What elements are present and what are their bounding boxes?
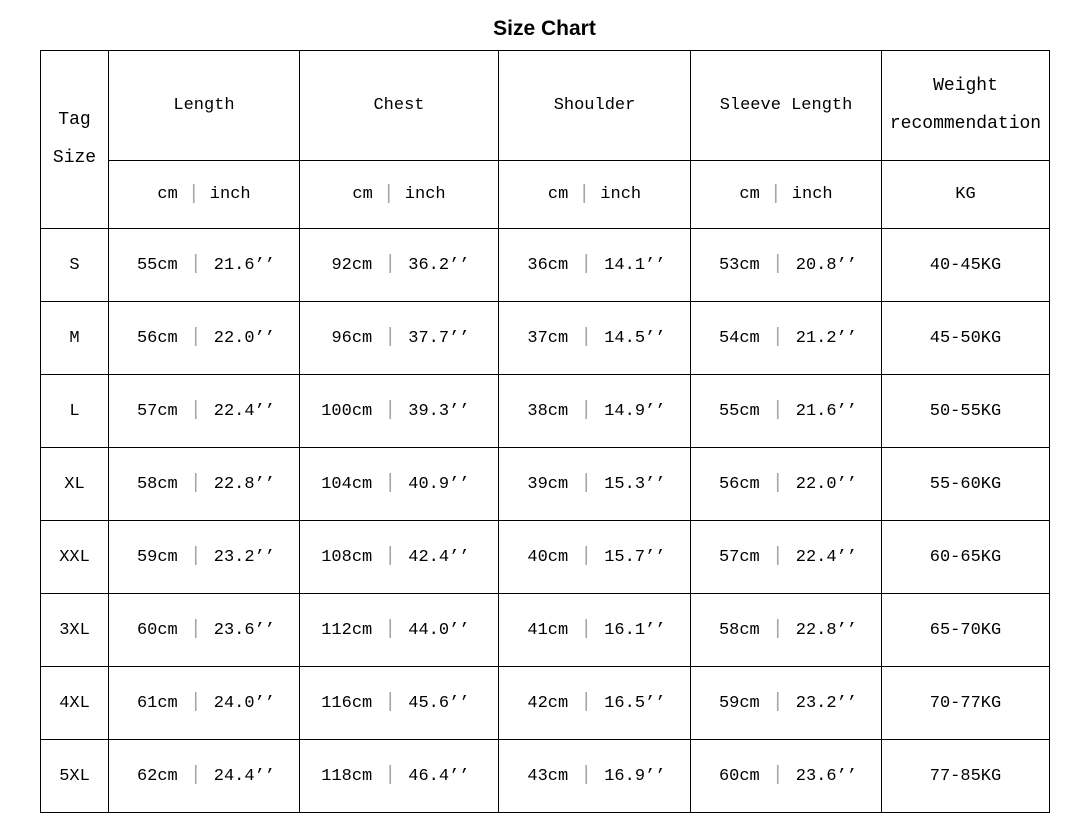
- length-cell: [109, 448, 300, 521]
- shoulder-cm-value: 43cm: [527, 766, 569, 786]
- weight-cell: 50-55KG: [882, 375, 1050, 448]
- length-inch-value: 22.4’’: [213, 401, 275, 421]
- length-inch-value: 22.8’’: [213, 474, 275, 494]
- sleeve-cell: [691, 740, 882, 813]
- shoulder-inch-value: 14.5’’: [604, 328, 666, 348]
- shoulder-inch-value: 14.1’’: [604, 255, 666, 275]
- cm-inch-separator: |: [189, 399, 202, 422]
- cm-inch-separator: |: [580, 472, 593, 495]
- cm-inch-separator: |: [384, 472, 397, 495]
- chest-cm-value: 108cm: [321, 547, 373, 567]
- cm-inch-separator: |: [771, 326, 784, 349]
- length-cell: [109, 375, 300, 448]
- cm-inch-separator: |: [771, 399, 784, 422]
- chest-cell: [300, 375, 499, 448]
- header-row-columns: [41, 51, 1050, 161]
- weight-cell: 55-60KG: [882, 448, 1050, 521]
- weight-cell: 45-50KG: [882, 302, 1050, 375]
- cm-inch-separator: |: [384, 764, 397, 787]
- sleeve-cell: [691, 594, 882, 667]
- chest-cm-value: 100cm: [321, 401, 373, 421]
- length-cm-value: 61cm: [136, 693, 178, 713]
- size-row-m: [41, 302, 1050, 375]
- sleeve-inch-value: 22.8’’: [795, 620, 857, 640]
- unit-cm-label: cm: [739, 185, 760, 204]
- sleeve-cm-value: 59cm: [718, 693, 760, 713]
- tag-size-value: 4XL: [41, 667, 109, 740]
- cm-inch-separator: |: [580, 326, 593, 349]
- tag-size-value: 5XL: [41, 740, 109, 813]
- sleeve-inch-value: 23.6’’: [795, 766, 857, 786]
- shoulder-inch-value: 16.9’’: [604, 766, 666, 786]
- cm-inch-separator: |: [384, 399, 397, 422]
- cm-inch-separator: |: [771, 691, 784, 714]
- cm-inch-separator: |: [382, 182, 395, 206]
- chest-cm-value: 96cm: [331, 328, 373, 348]
- shoulder-cell: [499, 448, 691, 521]
- length-cm-value: 57cm: [136, 401, 178, 421]
- cm-inch-separator: |: [580, 618, 593, 641]
- column-header-chest: Chest: [300, 51, 499, 161]
- cm-inch-separator: |: [769, 182, 782, 206]
- page-title: Size Chart: [493, 17, 596, 40]
- tag-size-value: L: [41, 375, 109, 448]
- sleeve-inch-value: 21.2’’: [795, 328, 857, 348]
- chest-cm-value: 118cm: [321, 766, 373, 786]
- chest-cm-value: 104cm: [321, 474, 373, 494]
- cm-inch-separator: |: [189, 253, 202, 276]
- chest-cell: [300, 448, 499, 521]
- chest-cell: [300, 740, 499, 813]
- cm-inch-separator: |: [189, 618, 202, 641]
- column-header-shoulder: Shoulder: [499, 51, 691, 161]
- cm-inch-separator: |: [189, 545, 202, 568]
- header-row-units: [41, 161, 1050, 229]
- length-units-cell: [109, 161, 300, 229]
- sleeve-cell: [691, 302, 882, 375]
- unit-inch-label: inch: [600, 185, 642, 204]
- cm-inch-separator: |: [384, 326, 397, 349]
- chest-inch-value: 42.4’’: [408, 547, 470, 567]
- shoulder-inch-value: 16.5’’: [604, 693, 666, 713]
- sleeve-inch-value: 22.0’’: [795, 474, 857, 494]
- length-inch-value: 22.0’’: [213, 328, 275, 348]
- length-cm-value: 59cm: [136, 547, 178, 567]
- length-cell: [109, 521, 300, 594]
- shoulder-cm-value: 40cm: [527, 547, 569, 567]
- weight-cell: 77-85KG: [882, 740, 1050, 813]
- cm-inch-separator: |: [580, 764, 593, 787]
- sleeve-cm-value: 58cm: [718, 620, 760, 640]
- length-cm-value: 62cm: [136, 766, 178, 786]
- cm-inch-separator: |: [189, 764, 202, 787]
- sleeve-cm-value: 55cm: [718, 401, 760, 421]
- sleeve-inch-value: 20.8’’: [795, 255, 857, 275]
- size-chart-table: [40, 50, 1050, 813]
- chest-cm-value: 112cm: [321, 620, 373, 640]
- chest-inch-value: 40.9’’: [408, 474, 470, 494]
- sleeve-cm-value: 53cm: [718, 255, 760, 275]
- sleeve-inch-value: 21.6’’: [795, 401, 857, 421]
- unit-inch-label: inch: [404, 185, 446, 204]
- size-row-4xl: [41, 667, 1050, 740]
- size-row-5xl: [41, 740, 1050, 813]
- tag-size-label-line2: Size: [52, 147, 97, 168]
- sleeve-inch-value: 22.4’’: [795, 547, 857, 567]
- chest-inch-value: 45.6’’: [408, 693, 470, 713]
- sleeve-cm-value: 56cm: [718, 474, 760, 494]
- tag-size-value: XL: [41, 448, 109, 521]
- cm-inch-separator: |: [771, 545, 784, 568]
- chest-inch-value: 44.0’’: [408, 620, 470, 640]
- sleeve-cm-value: 54cm: [718, 328, 760, 348]
- chest-inch-value: 37.7’’: [408, 328, 470, 348]
- length-cell: [109, 667, 300, 740]
- sleeve-inch-value: 23.2’’: [795, 693, 857, 713]
- shoulder-cm-value: 42cm: [527, 693, 569, 713]
- cm-inch-separator: |: [580, 253, 593, 276]
- cm-inch-separator: |: [189, 472, 202, 495]
- chest-inch-value: 39.3’’: [408, 401, 470, 421]
- sleeve-cell: [691, 521, 882, 594]
- chest-cm-value: 116cm: [321, 693, 373, 713]
- sleeve-cell: [691, 229, 882, 302]
- unit-inch-label: inch: [791, 185, 833, 204]
- length-cell: [109, 594, 300, 667]
- size-row-3xl: [41, 594, 1050, 667]
- length-inch-value: 24.4’’: [213, 766, 275, 786]
- weight-header-line2: recommendation: [889, 113, 1042, 134]
- chest-cell: [300, 302, 499, 375]
- shoulder-cell: [499, 521, 691, 594]
- length-inch-value: 23.6’’: [213, 620, 275, 640]
- chest-cell: [300, 667, 499, 740]
- tag-size-value: S: [41, 229, 109, 302]
- shoulder-units-cell: [499, 161, 691, 229]
- shoulder-cell: [499, 594, 691, 667]
- sleeve-cm-value: 60cm: [718, 766, 760, 786]
- chest-inch-value: 36.2’’: [408, 255, 470, 275]
- size-row-xxl: [41, 521, 1050, 594]
- cm-inch-separator: |: [384, 618, 397, 641]
- tag-size-header-cell: [41, 51, 109, 229]
- weight-units-cell: KG: [882, 161, 1050, 229]
- sleeve-cell: [691, 448, 882, 521]
- chest-cell: [300, 594, 499, 667]
- cm-inch-separator: |: [578, 182, 591, 206]
- cm-inch-separator: |: [384, 691, 397, 714]
- shoulder-cell: [499, 375, 691, 448]
- chest-cell: [300, 521, 499, 594]
- cm-inch-separator: |: [384, 545, 397, 568]
- cm-inch-separator: |: [187, 182, 200, 206]
- length-cell: [109, 302, 300, 375]
- shoulder-inch-value: 14.9’’: [604, 401, 666, 421]
- shoulder-cm-value: 41cm: [527, 620, 569, 640]
- unit-cm-label: cm: [547, 185, 569, 204]
- cm-inch-separator: |: [580, 545, 593, 568]
- cm-inch-separator: |: [580, 399, 593, 422]
- chest-inch-value: 46.4’’: [408, 766, 470, 786]
- cm-inch-separator: |: [580, 691, 593, 714]
- length-cell: [109, 740, 300, 813]
- unit-cm-label: cm: [157, 185, 178, 204]
- cm-inch-separator: |: [189, 691, 202, 714]
- shoulder-inch-value: 16.1’’: [604, 620, 666, 640]
- length-cm-value: 58cm: [136, 474, 178, 494]
- shoulder-cm-value: 39cm: [527, 474, 569, 494]
- cm-inch-separator: |: [384, 253, 397, 276]
- length-cm-value: 55cm: [136, 255, 178, 275]
- tag-size-value: M: [41, 302, 109, 375]
- weight-cell: 70-77KG: [882, 667, 1050, 740]
- shoulder-cell: [499, 667, 691, 740]
- shoulder-cm-value: 36cm: [527, 255, 569, 275]
- sleeve-cm-value: 57cm: [718, 547, 760, 567]
- size-row-xl: [41, 448, 1050, 521]
- column-header-weight: [882, 51, 1050, 161]
- weight-cell: 65-70KG: [882, 594, 1050, 667]
- chest-cm-value: 92cm: [331, 255, 373, 275]
- shoulder-cell: [499, 302, 691, 375]
- chest-cell: [300, 229, 499, 302]
- cm-inch-separator: |: [771, 618, 784, 641]
- sleeve-cell: [691, 667, 882, 740]
- sleeve-cell: [691, 375, 882, 448]
- cm-inch-separator: |: [771, 253, 784, 276]
- shoulder-cell: [499, 229, 691, 302]
- cm-inch-separator: |: [189, 326, 202, 349]
- sleeve-units-cell: [691, 161, 882, 229]
- length-inch-value: 24.0’’: [213, 693, 275, 713]
- shoulder-cm-value: 37cm: [527, 328, 569, 348]
- weight-header-line1: Weight: [933, 75, 998, 96]
- length-cm-value: 60cm: [136, 620, 178, 640]
- column-header-length: Length: [109, 51, 300, 161]
- tag-size-value: XXL: [41, 521, 109, 594]
- length-inch-value: 21.6’’: [213, 255, 275, 275]
- column-header-sleeve-length: Sleeve Length: [691, 51, 882, 161]
- size-row-l: [41, 375, 1050, 448]
- shoulder-cell: [499, 740, 691, 813]
- length-inch-value: 23.2’’: [213, 547, 275, 567]
- weight-cell: 40-45KG: [882, 229, 1050, 302]
- shoulder-inch-value: 15.7’’: [604, 547, 666, 567]
- chest-units-cell: [300, 161, 499, 229]
- tag-size-value: 3XL: [41, 594, 109, 667]
- shoulder-cm-value: 38cm: [527, 401, 569, 421]
- shoulder-inch-value: 15.3’’: [604, 474, 666, 494]
- cm-inch-separator: |: [771, 764, 784, 787]
- unit-cm-label: cm: [352, 185, 373, 204]
- size-row-s: [41, 229, 1050, 302]
- length-cm-value: 56cm: [136, 328, 178, 348]
- tag-size-label-line1: Tag: [58, 109, 91, 130]
- weight-cell: 60-65KG: [882, 521, 1050, 594]
- unit-inch-label: inch: [209, 185, 251, 204]
- cm-inch-separator: |: [771, 472, 784, 495]
- length-cell: [109, 229, 300, 302]
